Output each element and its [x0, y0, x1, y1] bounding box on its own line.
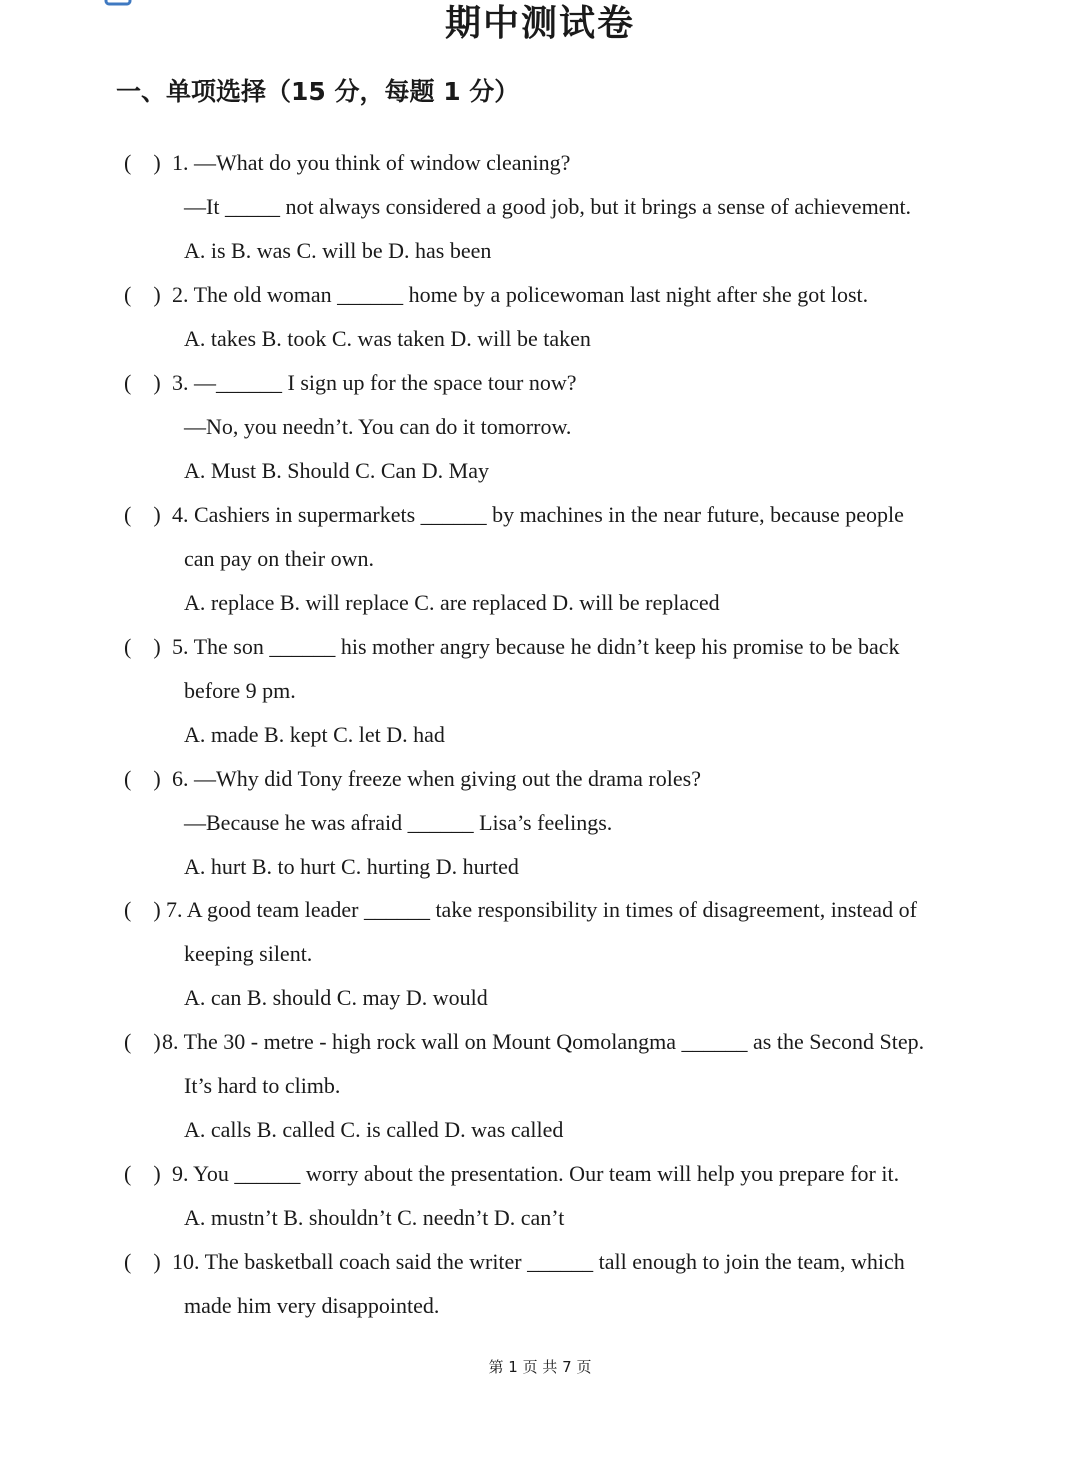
question-2-options: A. takes B. took C. was taken D. will be taken	[184, 326, 591, 351]
answer-blank: ( )	[124, 766, 161, 791]
question-8-line-1: 8. The 30 - metre - high rock wall on Mount Qomolangma ______ as the Second Step.	[162, 1029, 925, 1054]
question-9-line-1: 9. You ______ worry about the presentation. Our team will help you prepare for it.	[172, 1161, 900, 1186]
question-5-line-1: 5. The son ______ his mother angry because he didn’t keep his promise to be back	[172, 634, 900, 659]
question-6-line-1: 6. —Why did Tony freeze when giving out the drama roles?	[172, 766, 701, 791]
section-heading: 一、单项选择（15 分，每题 1 分）	[116, 77, 520, 106]
answer-blank: ( )	[124, 1029, 161, 1054]
question-9-options: A. mustn’t B. shouldn’t C. needn’t D. can’t	[184, 1205, 565, 1230]
question-4-line-1: 4. Cashiers in supermarkets ______ by machines in the near future, because people	[172, 502, 904, 527]
question-2-line-1: 2. The old woman ______ home by a policewoman last night after she got lost.	[172, 282, 869, 307]
page-footer: 第 1 页 共 7 页	[488, 1358, 592, 1376]
question-10-line-1: 10. The basketball coach said the writer ______ tall enough to join the team, which	[172, 1249, 905, 1274]
question-5-line-2: before 9 pm.	[184, 678, 296, 703]
answer-blank: ( )	[124, 897, 161, 922]
answer-blank: ( )	[124, 1249, 161, 1274]
question-1-options: A. is B. was C. will be D. has been	[184, 238, 492, 263]
question-1-line-1: 1. —What do you think of window cleaning?	[172, 150, 571, 175]
question-10-line-2: made him very disappointed.	[184, 1293, 440, 1318]
page-title: 期中测试卷	[444, 3, 635, 44]
answer-blank: ( )	[124, 282, 161, 307]
question-7-options: A. can B. should C. may D. would	[184, 985, 488, 1010]
question-4-line-2: can pay on their own.	[184, 546, 374, 571]
answer-blank: ( )	[124, 150, 161, 175]
question-7-line-2: keeping silent.	[184, 941, 313, 966]
answer-blank: ( )	[124, 634, 161, 659]
question-8-options: A. calls B. called C. is called D. was called	[184, 1117, 564, 1142]
question-1-line-2: —It _____ not always considered a good job, but it brings a sense of achievement.	[184, 194, 912, 219]
question-4-options: A. replace B. will replace C. are replaced D. will be replaced	[184, 590, 720, 615]
question-3-line-1: 3. —______ I sign up for the space tour now?	[172, 370, 577, 395]
question-8-line-2: It’s hard to climb.	[184, 1073, 341, 1098]
question-6-line-2: —Because he was afraid ______ Lisa’s feelings.	[184, 810, 613, 835]
question-3-options: A. Must B. Should C. Can D. May	[184, 458, 489, 483]
question-7-line-1: 7. A good team leader ______ take responsibility in times of disagreement, instead of	[166, 897, 917, 922]
answer-blank: ( )	[124, 370, 161, 395]
answer-blank: ( )	[124, 1161, 161, 1186]
answer-blank: ( )	[124, 502, 161, 527]
question-6-options: A. hurt B. to hurt C. hurting D. hurted	[184, 854, 519, 879]
question-3-line-2: —No, you needn’t. You can do it tomorrow.	[184, 414, 572, 439]
question-5-options: A. made B. kept C. let D. had	[184, 722, 445, 747]
